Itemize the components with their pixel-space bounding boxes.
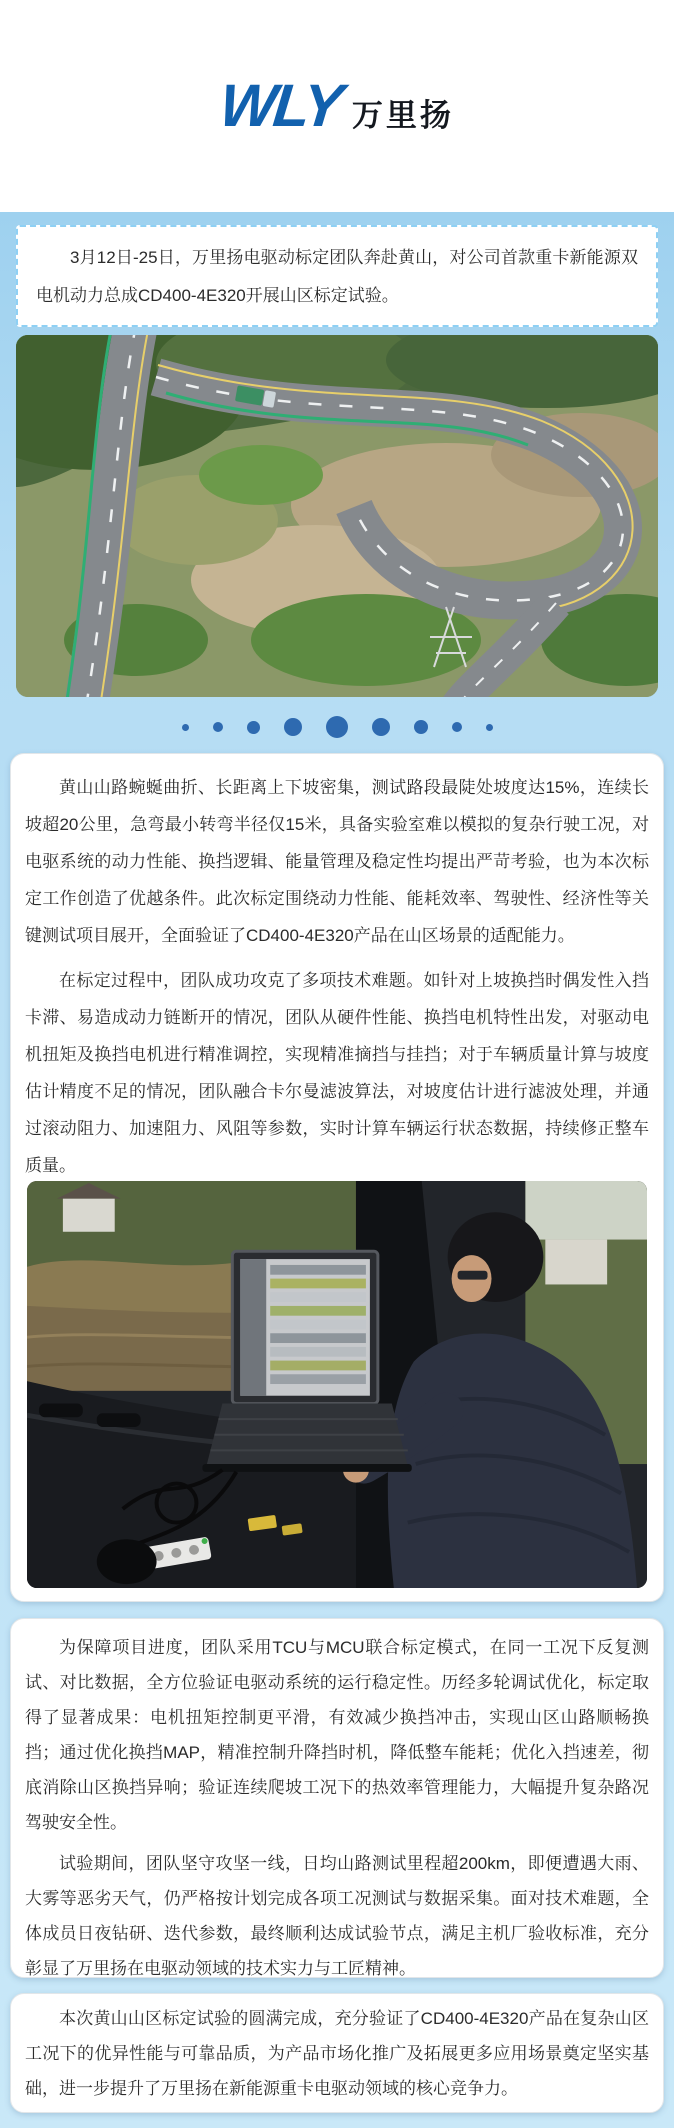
page-header bbox=[0, 0, 674, 212]
divider-dot bbox=[182, 724, 189, 731]
paragraph-technical-challenges: 在标定过程中，团队成功攻克了多项技术难题。如针对上坡换挡时偶发性入挡卡滞、易造成动力链断开的情况，团队从硬件性能、换挡电机特性出发，对驱动电机扭矩及换挡电机进行精准调控，实现精准摘挡与挂挡；对于车辆质量计算与坡度估计精度不足的情况，团队融合卡尔曼滤波算法，对坡度估计进行滤波处理，并通过滚动阻力、加速阻力、风阻等参数，实时计算车辆运行状态数据，持续修正整车质量。 bbox=[25, 971, 649, 1175]
wly-logo bbox=[216, 72, 454, 139]
card-calibration-results bbox=[10, 1618, 664, 1978]
paragraph-test-perseverance: 试验期间，团队坚守攻坚一线，日均山路测试里程超200km，即便遭遇大雨、大雾等恶劣天气，仍严格按计划完成各项工况测试与数据采集。面对技术难题，全体成员日夜钻研、迭代参数，最终顺利达成试验节点，满足主机厂验收标准，充分彰显了万里扬在电驱动领域的技术实力与工匠精神。 bbox=[25, 1854, 649, 1978]
paragraph-conclusion: 本次黄山山区标定试验的圆满完成，充分验证了CD400-4E320产品在复杂山区工况下的优异性能与可靠品质，为产品市场化推广及拓展更多应用场景奠定坚实基础，进一步提升了万里扬在新能源重卡电驱动领域的核心竞争力。 bbox=[25, 2009, 649, 2098]
mountain-road-illustration bbox=[16, 335, 658, 697]
cab-interior-illustration bbox=[27, 1181, 647, 1588]
dots-divider bbox=[0, 705, 674, 749]
divider-dot bbox=[372, 718, 390, 736]
divider-dot bbox=[247, 721, 260, 734]
divider-dot bbox=[213, 722, 223, 732]
divider-dot bbox=[414, 720, 428, 734]
gear-knob bbox=[97, 1539, 157, 1584]
divider-dot bbox=[452, 722, 462, 732]
intro-paragraph: 3月12日-25日，万里扬电驱动标定团队奔赴黄山，对公司首款重卡新能源双电机动力总成CD400-4E320开展山区标定试验。 bbox=[36, 248, 638, 305]
divider-dot bbox=[486, 724, 493, 731]
mountain-road-aerial-photo[interactable] bbox=[16, 335, 658, 697]
logo-cn-text: 万里扬 bbox=[351, 98, 454, 133]
paragraph-road-conditions: 黄山山路蜿蜒曲折、长距离上下坡密集，测试路段最陡处坡度达15%，连续长坡超20公里，急弯最小转弯半径仅15米，具备实验室难以模拟的复杂行驶工况，对电驱系统的动力性能、换挡逻辑、能量管理及稳定性均提出严苛考验，也为本次标定工作创造了优越条件。此次标定围绕动力性能、能耗效率、驾驶性、经济性等关键测试项目展开，全面验证了CD400-4E320产品在山区场景的适配能力。 bbox=[25, 778, 649, 945]
card-test-conditions bbox=[10, 753, 664, 1602]
in-cab-calibration-photo[interactable] bbox=[27, 1181, 647, 1588]
logo-en-text: WLY bbox=[216, 72, 344, 139]
paragraph-joint-calibration: 为保障项目进度，团队采用TCU与MCU联合标定模式，在同一工况下反复测试、对比数据，全方位验证电驱动系统的运行稳定性。历经多轮调试优化，标定取得了显著成果：电机扭矩控制更平滑，有效减少换挡冲击，实现山区山路顺畅换挡；通过优化换挡MAP，精准控制升降挡时机，降低整车能耗；优化入挡速差，彻底消除山区换挡异响；验证连续爬坡工况下的热效率管理能力，大幅提升复杂路况驾驶安全性。 bbox=[25, 1638, 649, 1832]
intro-box bbox=[16, 225, 658, 327]
divider-dot bbox=[326, 716, 348, 738]
divider-dot bbox=[284, 718, 302, 736]
card-conclusion bbox=[10, 1993, 664, 2113]
